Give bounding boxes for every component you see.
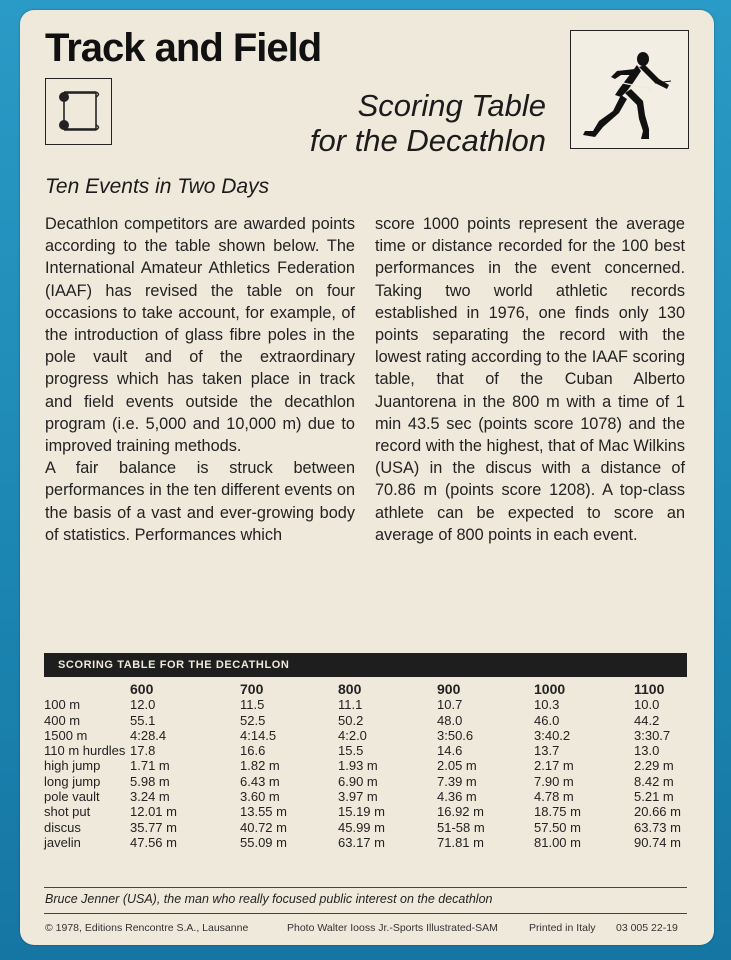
section-heading: Ten Events in Two Days — [45, 175, 270, 198]
score-value: 4:28.4 — [130, 727, 167, 743]
table-row — [44, 743, 694, 758]
caption-bottom-rule — [44, 913, 687, 914]
score-value: 13.7 — [534, 743, 560, 759]
score-value: 11.5 — [240, 697, 265, 713]
event-name: 400 m — [44, 712, 81, 728]
table-row — [44, 789, 694, 804]
article-right-column — [375, 213, 685, 546]
score-value: 2.05 m — [437, 758, 477, 774]
score-value: 63.17 m — [338, 834, 385, 850]
score-value: 55.09 m — [240, 834, 287, 850]
photo-caption: Bruce Jenner (USA), the man who really focused public interest on the decathlon — [45, 892, 493, 906]
table-body — [44, 697, 694, 850]
score-value: 11.1 — [338, 697, 363, 713]
score-value: 40.72 m — [240, 819, 287, 835]
event-name: long jump — [44, 773, 101, 789]
score-value: 10.0 — [634, 697, 660, 713]
score-value: 35.77 m — [130, 819, 177, 835]
table-row — [44, 697, 694, 712]
score-value: 7.90 m — [534, 773, 574, 789]
score-value: 15.5 — [338, 743, 364, 759]
score-value: 12.0 — [130, 697, 156, 713]
score-value: 63.73 m — [634, 819, 681, 835]
score-value: 57.50 m — [534, 819, 581, 835]
points-header: 1000 — [534, 681, 566, 697]
table-header-row — [44, 682, 694, 697]
score-value: 14.6 — [437, 743, 463, 759]
points-header: 1100 — [634, 681, 665, 697]
table-row — [44, 728, 694, 743]
score-value: 46.0 — [534, 712, 560, 728]
article-paragraph: Decathlon competitors are awarded points according to the table shown below. The International Amateur Athletics Federation (IAAF) has revised the table on four occasions to take account, for example, of the introduction of glass fibre poles in the pole vault and of the extraordinary progress which has taken place in track and field events outside the decathlon program (i.e. 5,000 and 10,000 m) due to improved training methods. — [45, 215, 355, 456]
table-row — [44, 758, 694, 773]
article-paragraph: A fair balance is struck between performances in the ten different events on the basis of a vast and ever-growing body of statistics. Performances which — [45, 459, 355, 544]
score-value: 10.7 — [437, 697, 463, 713]
score-value: 55.1 — [130, 712, 156, 728]
event-name: javelin — [44, 834, 81, 850]
score-value: 2.17 m — [534, 758, 574, 774]
score-value: 4:2.0 — [338, 727, 367, 743]
score-value: 12.01 m — [130, 804, 177, 820]
event-name: pole vault — [44, 789, 100, 805]
score-value: 13.55 m — [240, 804, 287, 820]
score-value: 90.74 m — [634, 834, 681, 850]
card-code: 03 005 22-19 — [616, 922, 678, 934]
score-value: 3.60 m — [240, 789, 280, 805]
scoring-table — [44, 682, 694, 850]
event-name: 110 m hurdles — [44, 743, 126, 759]
score-value: 44.2 — [634, 712, 660, 728]
score-value: 48.0 — [437, 712, 463, 728]
score-value: 4:14.5 — [240, 727, 277, 743]
score-value: 71.81 m — [437, 834, 484, 850]
score-value: 1.93 m — [338, 758, 378, 774]
event-name: shot put — [44, 804, 91, 820]
score-value: 47.56 m — [130, 834, 177, 850]
subtitle-line-2: for the Decathlon — [309, 123, 546, 158]
score-value: 15.19 m — [338, 804, 385, 820]
score-value: 18.75 m — [534, 804, 581, 820]
score-value: 16.92 m — [437, 804, 484, 820]
score-value: 5.21 m — [634, 789, 674, 805]
table-row — [44, 835, 694, 850]
sprinter-illustration — [570, 30, 689, 149]
points-header: 800 — [338, 681, 362, 697]
score-value: 7.39 m — [437, 773, 477, 789]
subtitle-line-1: Scoring Table — [357, 88, 546, 123]
card-title: Track and Field — [45, 26, 322, 70]
event-name: discus — [44, 819, 81, 835]
points-header: 900 — [437, 681, 461, 697]
score-value: 1.82 m — [240, 758, 280, 774]
photo-credit: Photo Walter Iooss Jr.-Sports Illustrated-SAM — [287, 922, 498, 934]
copyright-notice: © 1978, Editions Rencontre S.A., Lausanne — [45, 922, 249, 934]
score-value: 8.42 m — [634, 773, 674, 789]
score-value: 51-58 m — [437, 819, 485, 835]
score-value: 4.36 m — [437, 789, 477, 805]
table-row — [44, 820, 694, 835]
table-row — [44, 774, 694, 789]
printed-notice: Printed in Italy — [529, 922, 596, 934]
card-subtitle — [310, 88, 546, 158]
score-value: 10.3 — [534, 697, 560, 713]
score-value: 3.24 m — [130, 789, 170, 805]
score-value: 3:30.7 — [634, 727, 671, 743]
score-value: 81.00 m — [534, 834, 581, 850]
score-value: 3:50.6 — [437, 727, 474, 743]
points-header: 600 — [130, 681, 154, 697]
score-value: 2.29 m — [634, 758, 674, 774]
article-paragraph: score 1000 points represent the average time or distance recorded for the 100 best performances in the event concerned. Taking two world athletic records established in 1976, one finds only 130 points separating the record with the lowest rating according to the IAAF scoring table, that of the Cuban Alberto Juantorena in the 800 m with a time of 1 min 43.5 sec (points score 1078) and the record with the highest, that of Mac Wilkins (USA) in the discus with a distance of 70.86 m (points score 1208). A top-class athlete can be expected to score an average of 800 points in each event. — [375, 215, 685, 544]
score-value: 50.2 — [338, 712, 364, 728]
score-value: 20.66 m — [634, 804, 681, 820]
scoring-table-title: SCORING TABLE FOR THE DECATHLON — [44, 653, 687, 677]
score-value: 3.97 m — [338, 789, 378, 805]
points-header: 700 — [240, 681, 264, 697]
score-value: 6.43 m — [240, 773, 280, 789]
score-value: 5.98 m — [130, 773, 170, 789]
event-name: 100 m — [44, 697, 81, 713]
score-value: 52.5 — [240, 712, 266, 728]
event-name: high jump — [44, 758, 101, 774]
score-value: 45.99 m — [338, 819, 385, 835]
score-value: 17.8 — [130, 743, 156, 759]
score-value: 6.90 m — [338, 773, 378, 789]
score-value: 3:40.2 — [534, 727, 571, 743]
event-name: 1500 m — [44, 727, 88, 743]
scroll-icon — [45, 78, 112, 145]
score-value: 13.0 — [634, 743, 660, 759]
table-row — [44, 713, 694, 728]
article-left-column — [45, 213, 355, 546]
score-value: 4.78 m — [534, 789, 574, 805]
trading-card — [20, 10, 714, 945]
caption-top-rule — [44, 887, 687, 888]
score-value: 1.71 m — [130, 758, 170, 774]
score-value: 16.6 — [240, 743, 266, 759]
table-row — [44, 804, 694, 819]
